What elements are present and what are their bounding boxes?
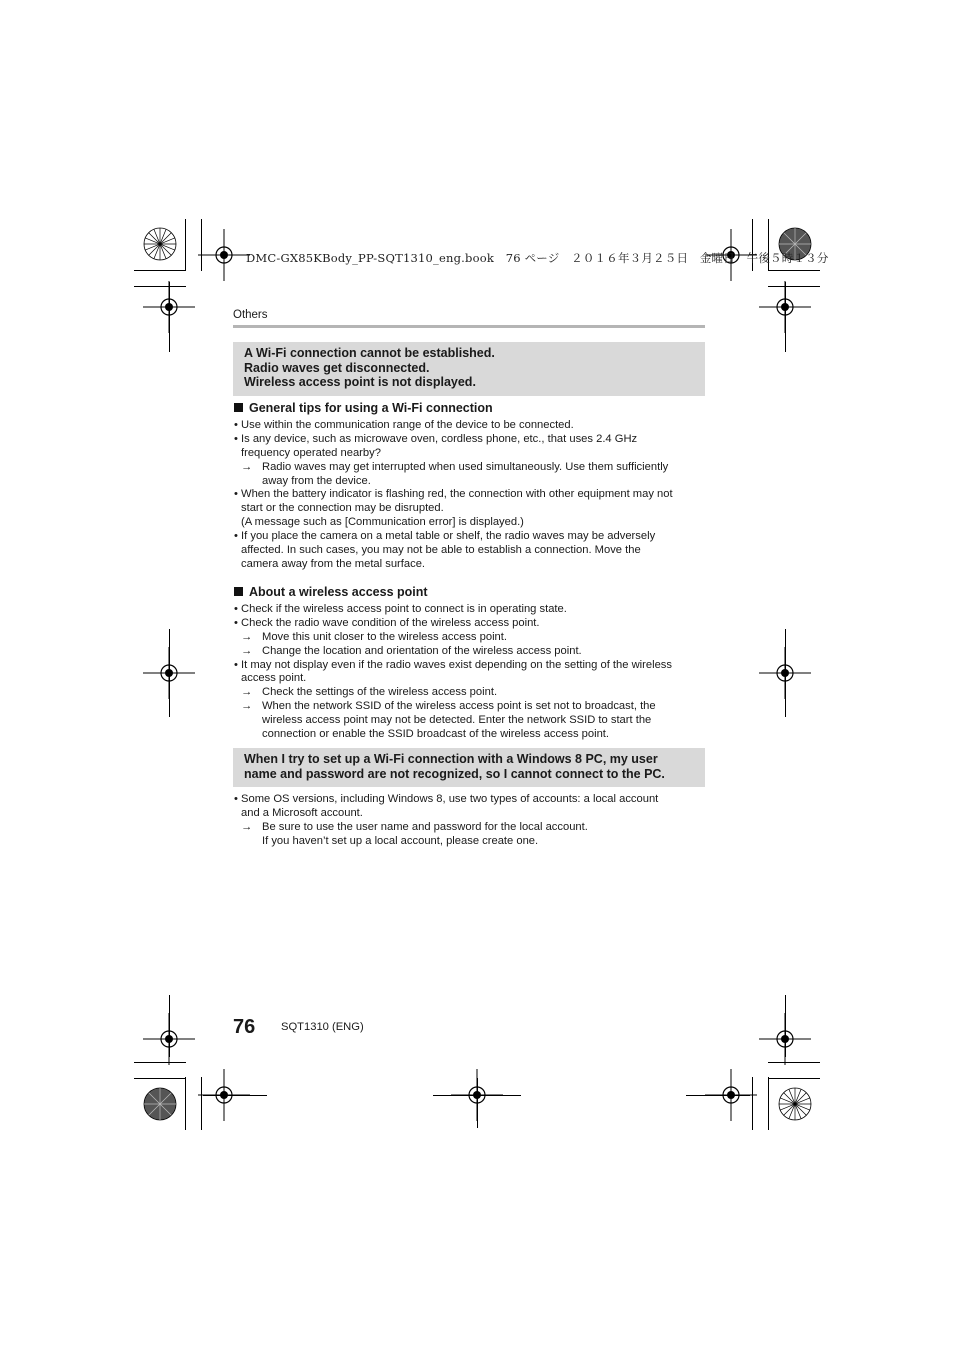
list-item: • It may not display even if the radio waves exist depending on the setting of the wireless	[234, 659, 672, 671]
list-item-continuation: (A message such as [Communication error] is displayed.)	[241, 516, 524, 528]
problem-line: When I try to set up a Wi-Fi connection with a Windows 8 PC, my user	[244, 752, 658, 766]
list-item-continuation: camera away from the metal surface.	[241, 558, 426, 570]
problem-box	[233, 342, 705, 396]
list-item: • Some OS versions, including Windows 8, use two types of accounts: a local account	[234, 793, 659, 805]
list-item-continuation: access point.	[241, 672, 307, 684]
crop-line	[203, 1095, 267, 1096]
print-header: DMC-GX85KBody_PP-SQT1310_eng.book 76 ページ ２０１６年３月２５日 金曜日 午後５時１３分	[246, 251, 829, 265]
problem-box	[233, 748, 705, 787]
arrow-icon: →	[241, 686, 253, 698]
list-item: • Check if the wireless access point to connect is in operating state.	[234, 603, 567, 615]
crop-line	[785, 282, 786, 352]
general-tips-heading: General tips for using a Wi-Fi connection	[234, 401, 493, 415]
crop-line	[134, 1078, 186, 1079]
crop-line	[169, 629, 170, 717]
crop-line	[169, 995, 170, 1057]
page-number: 76	[233, 1016, 256, 1038]
registration-star-icon	[143, 1087, 177, 1121]
arrow-icon: →	[241, 631, 253, 643]
list-item-arrow-text: away from the device.	[262, 475, 371, 487]
list-item-arrow-text: Radio waves may get interrupted when used simultaneously. Use them sufficiently	[262, 461, 669, 473]
list-item-arrow-text: If you haven’t set up a local account, please create one.	[262, 835, 539, 847]
list-item: • Check the radio wave condition of the wireless access point.	[234, 617, 540, 629]
section-label: Others	[233, 309, 268, 321]
crop-line	[169, 282, 170, 352]
arrow-icon: →	[241, 645, 253, 657]
crop-line	[768, 1078, 820, 1079]
arrow-icon: →	[241, 700, 253, 712]
list-item: • Use within the communication range of the device to be connected.	[234, 419, 574, 431]
crop-line	[134, 270, 186, 271]
crop-line	[185, 1077, 186, 1130]
list-item-continuation: and a Microsoft account.	[241, 807, 363, 819]
section-rule	[233, 325, 705, 328]
list-item: • If you place the camera on a metal table or shelf, the radio waves may be adversely	[234, 530, 656, 542]
list-item-continuation: affected. In such cases, you may not be able to establish a connection. Move the	[241, 544, 641, 556]
registration-star-icon	[143, 227, 177, 261]
list-item-continuation: frequency operated nearby?	[241, 447, 381, 459]
list-item-arrow-text: When the network SSID of the wireless access point is set not to broadcast, the	[262, 700, 656, 712]
problem-line: name and password are not recognized, so I cannot connect to the PC.	[244, 766, 665, 781]
crop-line	[185, 219, 186, 271]
crop-line	[686, 1095, 750, 1096]
list-item-arrow-text: Move this unit closer to the wireless access point.	[262, 631, 507, 643]
square-bullet-icon	[234, 587, 243, 596]
problem-line: A Wi-Fi connection cannot be established.	[244, 346, 495, 360]
list-item-continuation: start or the connection may be disrupted.	[241, 502, 444, 514]
arrow-icon: →	[241, 821, 253, 833]
list-item: • Is any device, such as microwave oven, cordless phone, etc., that uses 2.4 GHz	[234, 433, 638, 445]
crop-line	[785, 995, 786, 1057]
list-item-arrow-text: Check the settings of the wireless access point.	[262, 686, 498, 698]
access-point-heading: About a wireless access point	[234, 585, 428, 599]
crop-line	[785, 629, 786, 717]
problem-line: Wireless access point is not displayed.	[244, 375, 476, 389]
list-item: • When the battery indicator is flashing red, the connection with other equipment may not	[234, 488, 673, 500]
registration-star-icon	[778, 1087, 812, 1121]
list-item-arrow-text: Change the location and orientation of the wireless access point.	[262, 645, 582, 657]
crop-line	[477, 1078, 478, 1128]
arrow-icon: →	[241, 461, 253, 473]
problem-line: Radio waves get disconnected.	[244, 360, 430, 375]
crop-line	[768, 270, 820, 271]
model-code: SQT1310 (ENG)	[281, 1021, 364, 1033]
list-item-arrow-text: wireless access point may not be detected. Enter the network SSID to start the	[262, 714, 652, 726]
square-bullet-icon	[234, 403, 243, 412]
list-item-arrow-text: Be sure to use the user name and password for the local account.	[262, 821, 588, 833]
list-item-arrow-text: connection or enable the SSID broadcast of the wireless access point.	[262, 728, 610, 740]
crop-line	[768, 1077, 769, 1130]
